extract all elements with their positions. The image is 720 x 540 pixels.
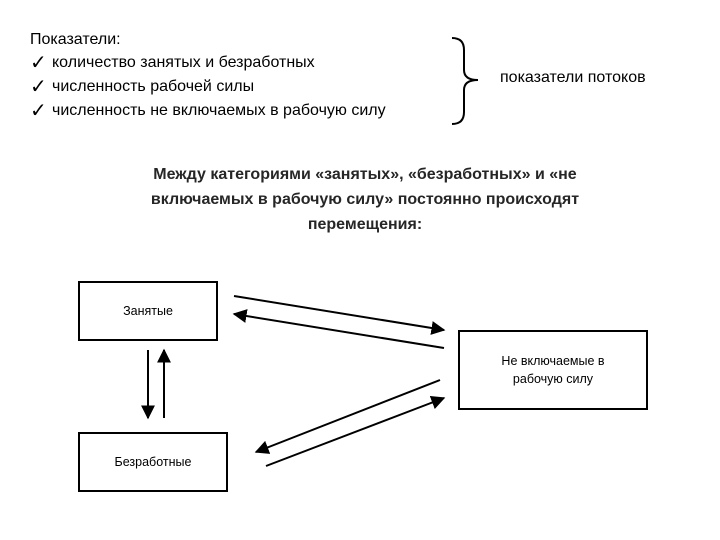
paragraph-line-1: Между категориями «занятых», «безработных» и «не [153, 166, 577, 183]
indicator-label: количество занятых и безработных [52, 54, 315, 71]
flow-indicators-label: показатели потоков [500, 69, 646, 86]
arrow-notlabor-to-unemployed [256, 380, 440, 452]
indicator-label: численность рабочей силы [52, 78, 255, 95]
employed-label: Занятые [123, 304, 173, 318]
unemployed-label: Безработные [114, 455, 192, 469]
checkmark-icon: ✓ [30, 76, 47, 98]
indicator-label: численность не включаемых в рабочую силу [52, 102, 386, 119]
checkmark-icon: ✓ [30, 52, 47, 74]
arrow-unemployed-to-notlabor [266, 398, 444, 466]
not-in-labor-force-label-line-1: Не включаемые в [501, 354, 605, 368]
employed-box [78, 281, 218, 341]
paragraph-line-3: перемещения: [307, 216, 423, 233]
arrow-employed-to-notlabor [234, 296, 444, 330]
not-in-labor-force-box [458, 330, 648, 410]
not-in-labor-force-label-line-2: рабочую силу [512, 372, 594, 386]
indicators-heading: Показатели: [30, 31, 121, 48]
unemployed-box [78, 432, 228, 492]
arrow-notlabor-to-employed [234, 314, 444, 348]
paragraph-line-2: включаемых в рабочую силу» постоянно происходят [150, 191, 580, 208]
checkmark-icon: ✓ [30, 100, 47, 122]
